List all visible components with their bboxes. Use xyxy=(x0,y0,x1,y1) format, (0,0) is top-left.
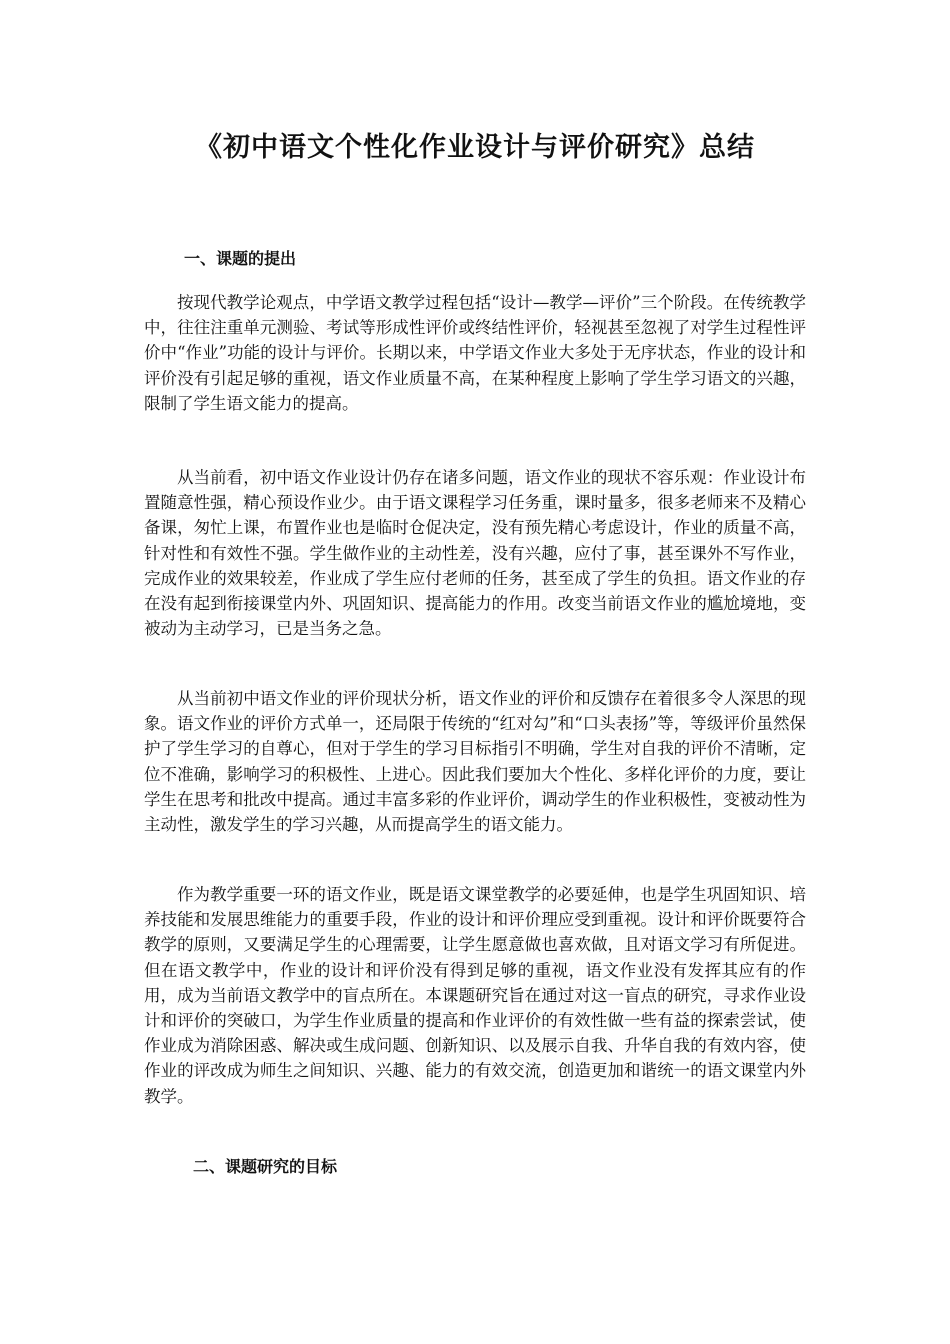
paragraph-3: 从当前初中语文作业的评价现状分析，语文作业的评价和反馈存在着很多令人深思的现象。语文作业的评价方式单一，还局限于传统的“红对勾”和“口头表扬”等，等级评价虽然保护了学生学习的自尊心，但对于学生的学习目标指引不明确，学生对自我的评价不清晰，定位不准确，影响学习的积极性、上进心。因此我们要加大个性化、多样化评价的力度，要让学生在思考和批改中提高。通过丰富多彩的作业评价，调动学生的作业积极性，变被动性为主动性，激发学生的学习兴趣，从而提高学生的语文能力。 xyxy=(144,689,806,835)
document-title: 《初中语文个性化作业设计与评价研究》总结 xyxy=(195,132,755,163)
paragraph-2: 从当前看，初中语文作业设计仍存在诸多问题，语文作业的现状不容乐观：作业设计布置随意性强，精心预设作业少。由于语文课程学习任务重，课时量多，很多老师来不及精心备课，匆忙上课，布置作业也是临时仓促决定，没有预先精心考虑设计，作业的质量不高，针对性和有效性不强。学生做作业的主动性差，没有兴趣，应付了事，甚至课外不写作业，完成作业的效果较差，作业成了学生应付老师的任务，甚至成了学生的负担。语文作业的存在没有起到衔接课堂内外、巩固知识、提高能力的作用。改变当前语文作业的尴尬境地，变被动为主动学习，已是当务之急。 xyxy=(144,468,806,639)
section-heading-1: 一、课题的提出 xyxy=(184,249,297,268)
paragraph-1: 按现代教学论观点，中学语文教学过程包括“设计—教学—评价”三个阶段。在传统教学中，往往注重单元测验、考试等形成性评价或终结性评价，轻视甚至忽视了对学生过程性评价中“作业”功能的设计与评价。长期以来，中学语文作业大多处于无序状态，作业的设计和评价没有引起足够的重视，语文作业质量不高，在某种程度上影响了学生学习语文的兴趣，限制了学生语文能力的提高。 xyxy=(144,293,806,413)
paragraph-4: 作为教学重要一环的语文作业，既是语文课堂教学的必要延伸，也是学生巩固知识、培养技能和发展思维能力的重要手段，作业的设计和评价理应受到重视。设计和评价既要符合教学的原则，又要满足学生的心理需要，让学生愿意做也喜欢做，且对语文学习有所促进。但在语文教学中，作业的设计和评价没有得到足够的重视，语文作业没有发挥其应有的作用，成为当前语文教学中的盲点所在。本课题研究旨在通过对这一盲点的研究，寻求作业设计和评价的突破口，为学生作业质量的提高和作业评价的有效性做一些有益的探索尝试，使作业成为消除困惑、解决或生成问题、创新知识、以及展示自我、升华自我的有效内容，使作业的评改成为师生之间知识、兴趣、能力的有效交流，创造更加和谐统一的语文课堂内外教学。 xyxy=(144,885,806,1106)
section-heading-2: 二、课题研究的目标 xyxy=(193,1157,338,1176)
